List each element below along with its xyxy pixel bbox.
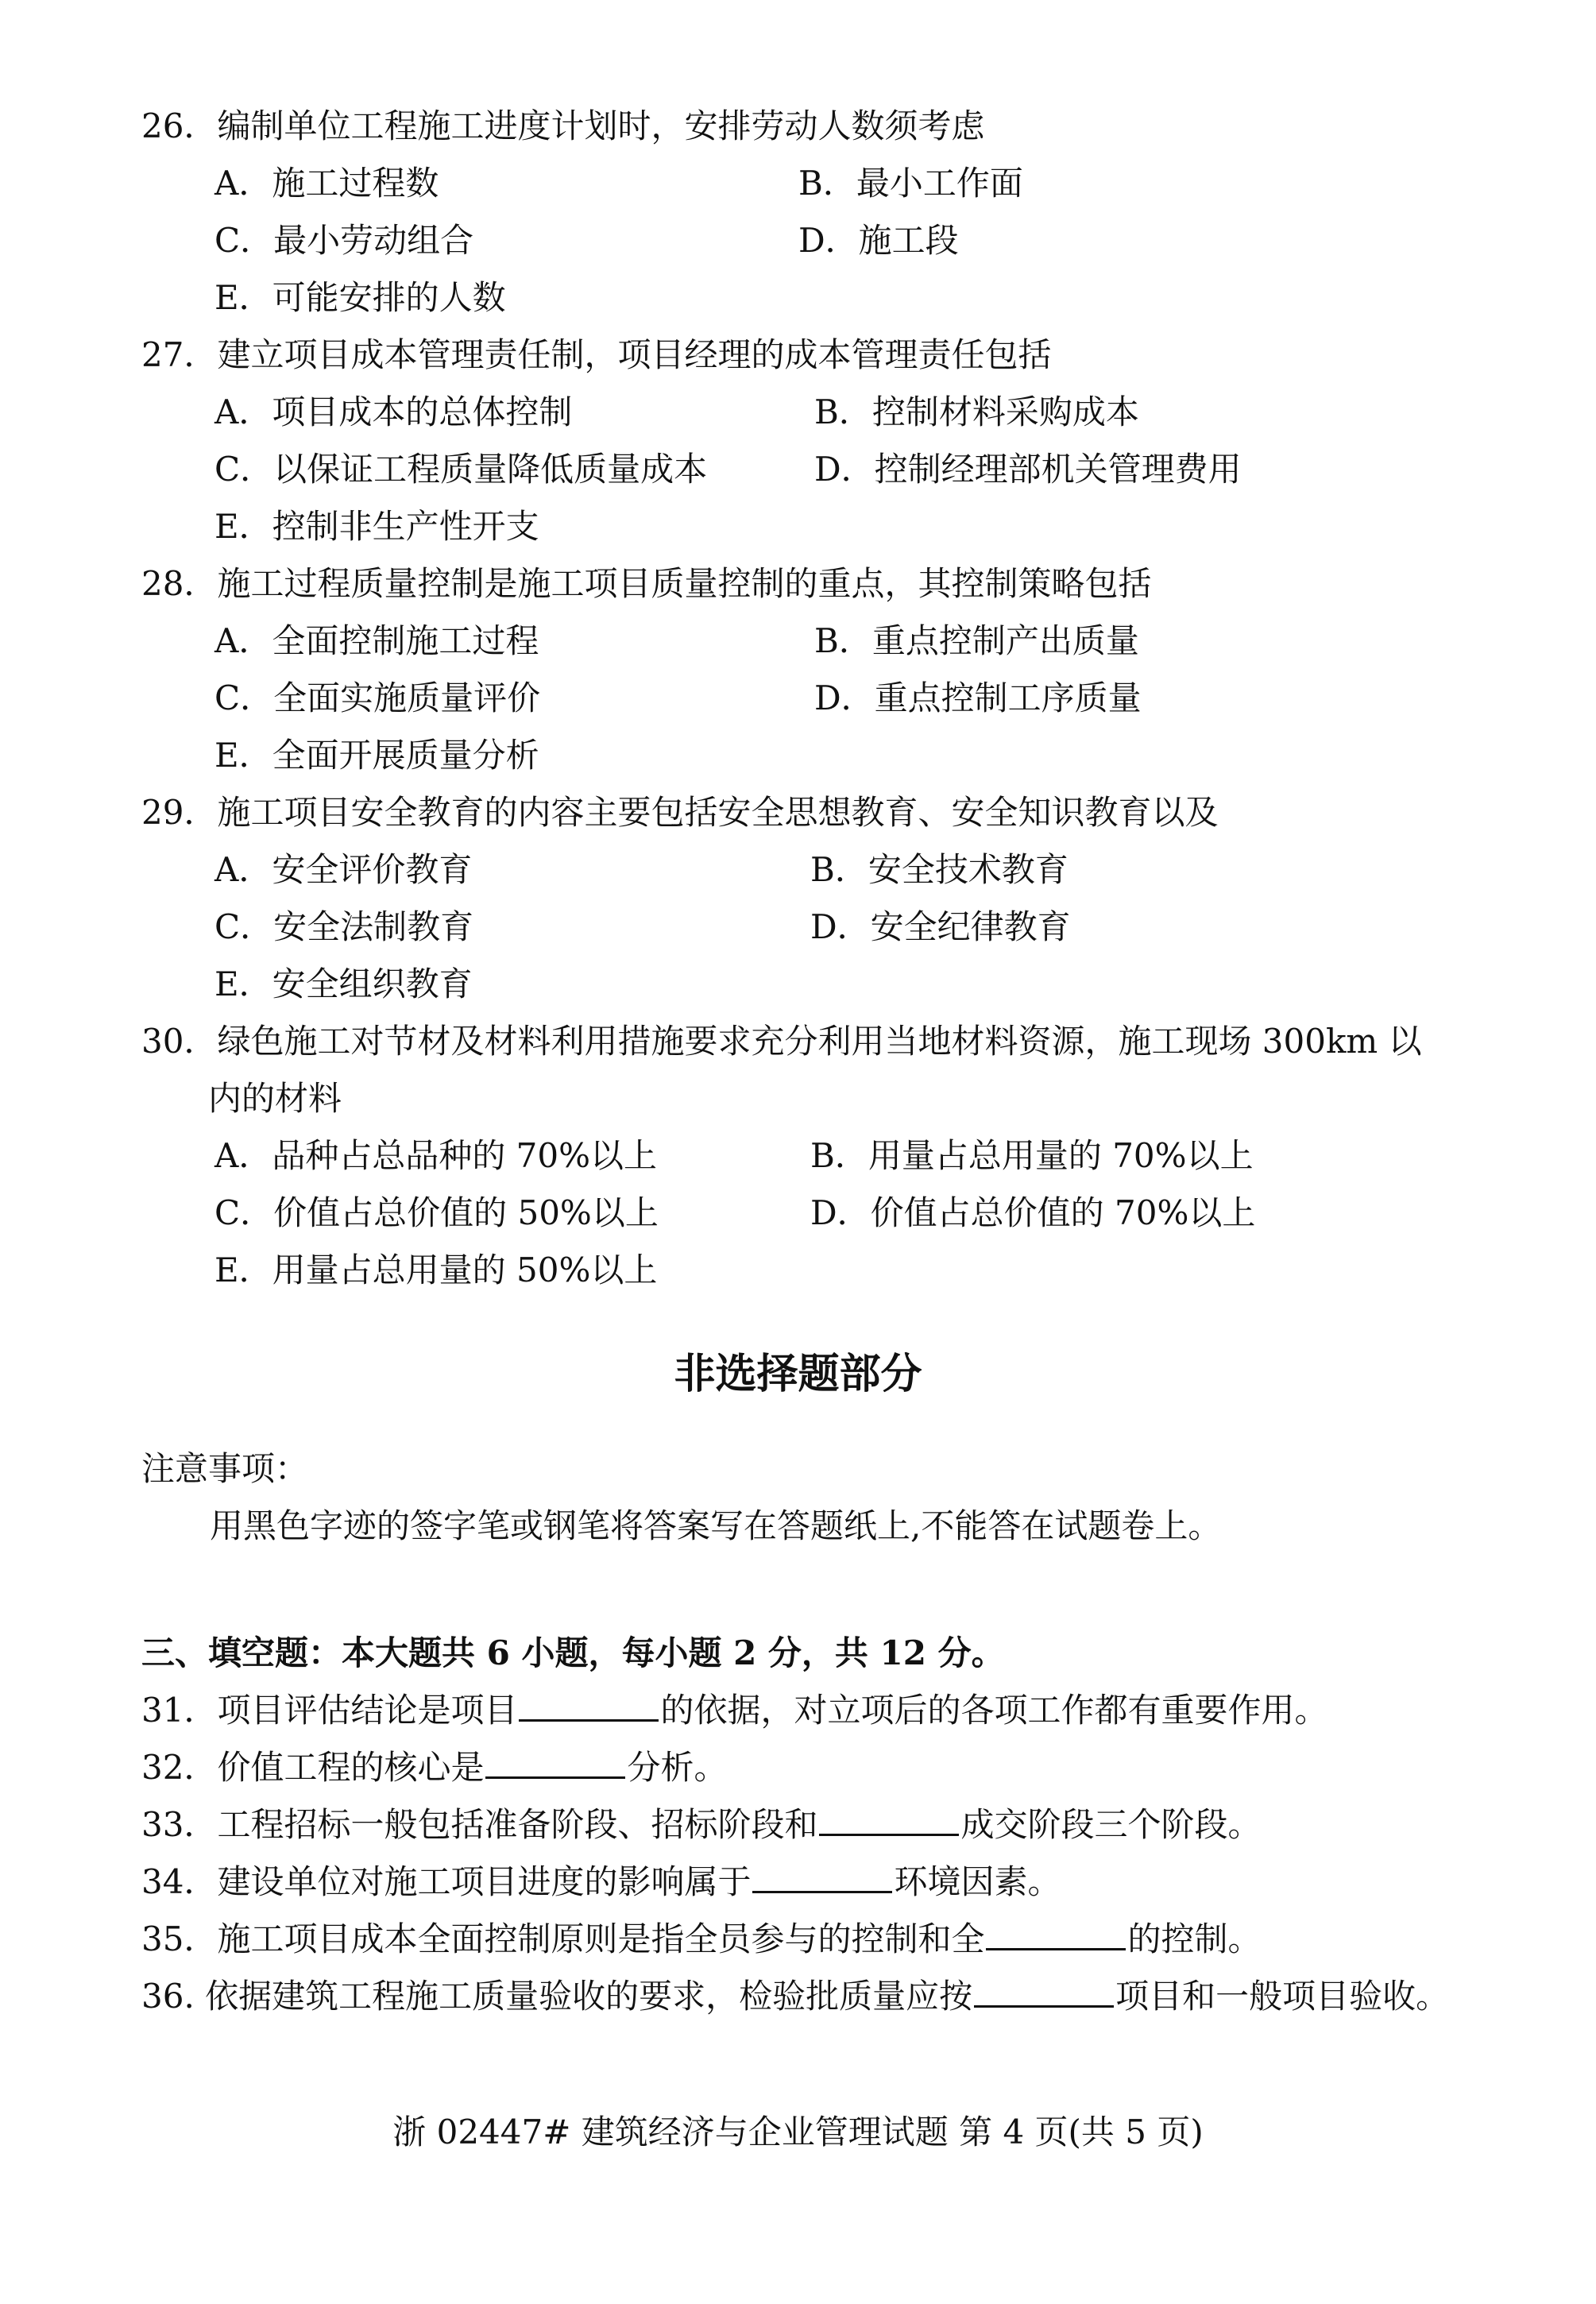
- question-35: [141, 1916, 1261, 1962]
- question-31-text-before: 31．项目评估结论是项目: [141, 1691, 518, 1730]
- question-27-option-c: C．以保证工程质量降低质量成本: [214, 450, 708, 489]
- question-29-option-d: D．安全纪律教育: [810, 907, 1071, 946]
- question-29-option-e: E．安全组织教育: [214, 965, 473, 1003]
- question-28-option-e: E．全面开展质量分析: [214, 736, 539, 775]
- question-30-option-c: C．价值占总价值的 50%以上: [214, 1193, 659, 1232]
- question-32-text-before: 32．价值工程的核心是: [141, 1748, 485, 1787]
- part-3-heading: 三、填空题：本大题共 6 小题，每小题 2 分，共 12 分。: [141, 1633, 1005, 1672]
- question-30-stem-continued: 内的材料: [208, 1079, 342, 1118]
- question-35-text-before: 35．施工项目成本全面控制原则是指全员参与的控制和全: [141, 1919, 985, 1958]
- question-30-stem: 30．绿色施工对节材及材料利用措施要求充分利用当地材料资源，施工现场 300km 以: [141, 1022, 1422, 1061]
- question-26-stem: 26．编制单位工程施工进度计划时，安排劳动人数须考虑: [141, 106, 985, 145]
- section-title: 非选择题部分: [674, 1351, 922, 1398]
- question-31: [141, 1687, 1327, 1734]
- question-35-text-after: 的控制。: [1127, 1919, 1262, 1958]
- notice-body: 用黑色字迹的签字笔或钢笔将答案写在答题纸上,不能答在试题卷上。: [210, 1506, 1222, 1545]
- question-29-option-c: C．安全法制教育: [214, 907, 474, 946]
- question-26-option-c: C．最小劳动组合: [214, 221, 474, 260]
- question-36-text-after: 项目和一般项目验收。: [1115, 1977, 1450, 2016]
- question-27-option-b: B．控制材料采购成本: [814, 392, 1139, 431]
- question-34-text-after: 环境因素。: [894, 1862, 1061, 1901]
- question-26-option-a: A．施工过程数: [214, 164, 439, 203]
- question-30-option-a: A．品种占总品种的 70%以上: [214, 1136, 658, 1175]
- page-footer: 浙 02447# 建筑经济与企业管理试题 第 4 页(共 5 页): [392, 2113, 1204, 2151]
- question-33-blank: [819, 1802, 959, 1836]
- question-26-option-d: D．施工段: [798, 221, 959, 260]
- question-27-stem: 27．建立项目成本管理责任制，项目经理的成本管理责任包括: [141, 335, 1052, 374]
- question-36-text-before: 36. 依据建筑工程施工质量验收的要求，检验批质量应按: [141, 1977, 973, 2016]
- question-26-option-b: B．最小工作面: [798, 164, 1023, 203]
- question-32-text-after: 分析。: [627, 1748, 728, 1787]
- question-28-option-d: D．重点控制工序质量: [814, 678, 1142, 717]
- question-32: [141, 1745, 727, 1791]
- question-30-option-b: B．用量占总用量的 70%以上: [810, 1136, 1254, 1175]
- question-33-text-after: 成交阶段三个阶段。: [960, 1805, 1262, 1844]
- notice-heading: 注意事项：: [141, 1449, 309, 1488]
- question-29-option-a: A．安全评价教育: [214, 850, 473, 889]
- question-34-text-before: 34．建设单位对施工项目进度的影响属于: [141, 1862, 752, 1901]
- question-34: [141, 1859, 1061, 1905]
- question-27-option-a: A．项目成本的总体控制: [214, 392, 573, 431]
- question-28-option-c: C．全面实施质量评价: [214, 678, 541, 717]
- question-28-option-b: B．重点控制产出质量: [814, 621, 1139, 660]
- question-28-option-a: A．全面控制施工过程: [214, 621, 539, 660]
- question-27-option-e: E．控制非生产性开支: [214, 507, 539, 546]
- question-29-stem: 29．施工项目安全教育的内容主要包括安全思想教育、安全知识教育以及: [141, 793, 1219, 832]
- question-27-option-d: D．控制经理部机关管理费用: [814, 450, 1242, 489]
- question-36-blank: [974, 1973, 1114, 2008]
- question-30-option-d: D．价值占总价值的 70%以上: [810, 1193, 1256, 1232]
- question-26-option-e: E．可能安排的人数: [214, 278, 506, 317]
- question-36: [141, 1973, 1449, 2020]
- question-33-text-before: 33．工程招标一般包括准备阶段、招标阶段和: [141, 1805, 818, 1844]
- question-34-blank: [752, 1859, 892, 1893]
- question-31-text-after: 的依据，对立项后的各项工作都有重要作用。: [660, 1691, 1328, 1730]
- question-33: [141, 1802, 1261, 1848]
- question-32-blank: [485, 1745, 625, 1779]
- question-30-option-e: E．用量占总用量的 50%以上: [214, 1251, 658, 1289]
- question-35-blank: [986, 1916, 1126, 1950]
- question-29-option-b: B．安全技术教育: [810, 850, 1069, 889]
- question-28-stem: 28．施工过程质量控制是施工项目质量控制的重点，其控制策略包括: [141, 564, 1152, 603]
- question-31-blank: [519, 1687, 659, 1722]
